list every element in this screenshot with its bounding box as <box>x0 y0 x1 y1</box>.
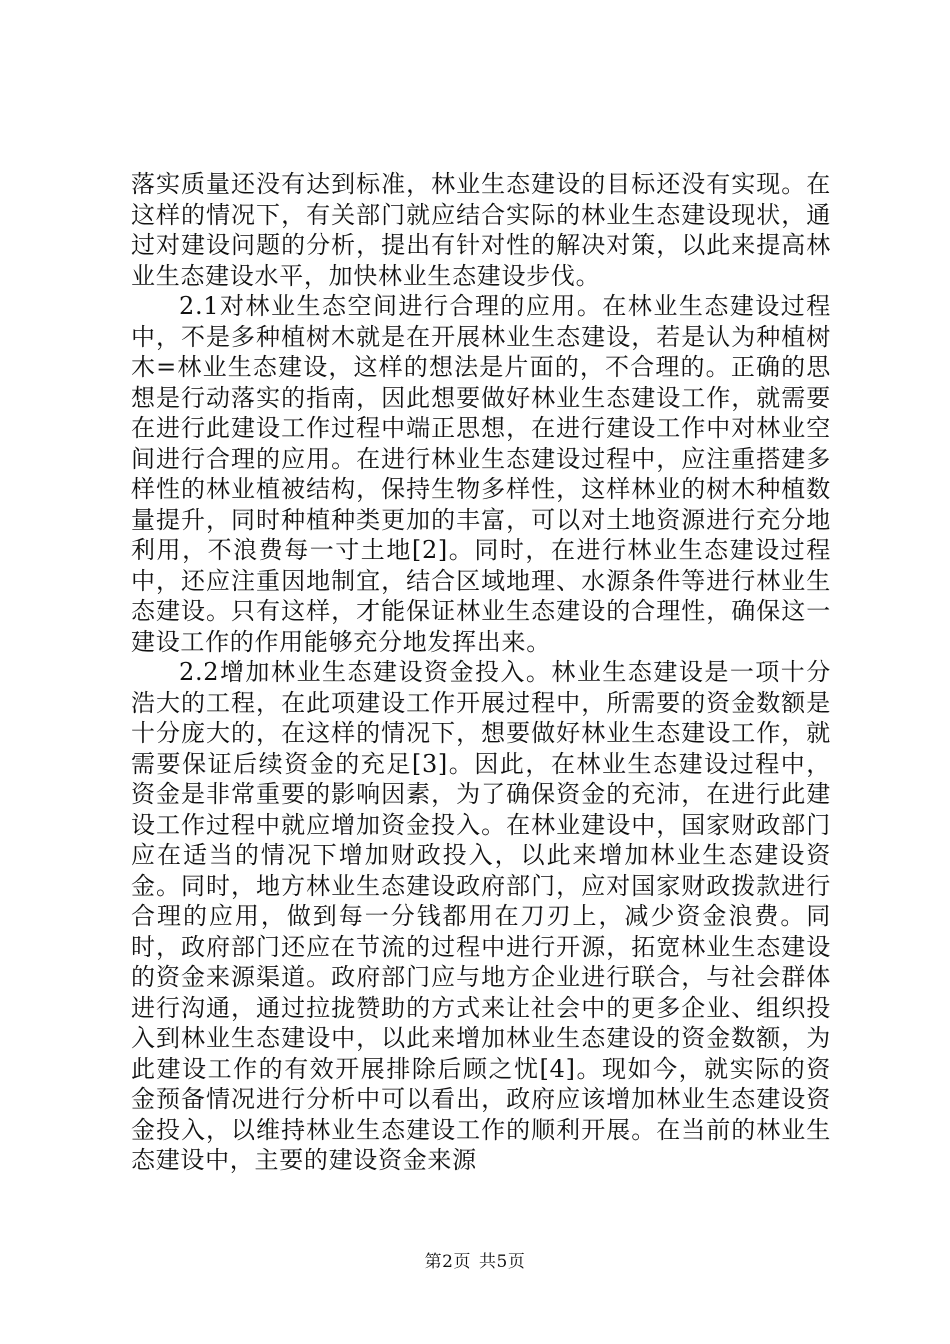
paragraph-continuation: 落实质量还没有达到标准，林业生态建设的目标还没有实现。在这样的情况下，有关部门就应结合实际的林业生态建设现状，通过对建设问题的分析，提出有针对性的解决对策，以此来提高林业生态建设水平，加快林业生态建设步伐。 <box>131 170 831 290</box>
paragraph-section-2-1: 2.1对林业生态空间进行合理的应用。在林业生态建设过程中，不是多种植树木就是在开展林业生态建设，若是认为种植树木=林业生态建设，这样的想法是片面的，不合理的。正确的思想是行动落实的指南，因此想要做好林业生态建设工作，就需要在进行此建设工作过程中端正思想，在进行建设工作中对林业空间进行合理的应用。在进行林业生态建设过程中，应注重搭建多样性的林业植被结构，保持生物多样性，这样林业的树木种植数量提升，同时种植种类更加的丰富，可以对土地资源进行充分地利用，不浪费每一寸土地[2]。同时，在进行林业生态建设过程中，还应注重因地制宜，结合区域地理、水源条件等进行林业生态建设。只有这样，才能保证林业生态建设的合理性，确保这一建设工作的作用能够充分地发挥出来。 <box>131 292 831 656</box>
page-footer <box>0 1247 950 1272</box>
paragraph-section-2-2: 2.2增加林业生态建设资金投入。林业生态建设是一项十分浩大的工程，在此项建设工作开展过程中，所需要的资金数额是十分庞大的，在这样的情况下，想要做好林业生态建设工作，就需要保证后续资金的充足[3]。因此，在林业生态建设过程中，资金是非常重要的影响因素，为了确保资金的充沛，在进行此建设工作过程中就应增加资金投入。在林业建设中，国家财政部门应在适当的情况下增加财政投入，以此来增加林业生态建设资金。同时，地方林业生态建设政府部门，应对国家财政拨款进行合理的应用，做到每一分钱都用在刀刃上，减少资金浪费。同时，政府部门还应在节流的过程中进行开源，拓宽林业生态建设的资金来源渠道。政府部门应与地方企业进行联合，与社会群体进行沟通，通过拉拢赞助的方式来让社会中的更多企业、组织投入到林业生态建设中，以此来增加林业生态建设的资金数额，为此建设工作的有效开展排除后顾之忧[4]。现如今，就实际的资金预备情况进行分析中可以看出，政府应该增加林业生态建设资金投入，以维持林业生态建设工作的顺利开展。在当前的林业生态建设中，主要的建设资金来源 <box>131 658 831 1174</box>
total-pages: 共5页 <box>479 1252 526 1272</box>
page-number: 第2页 <box>424 1252 471 1272</box>
document-body <box>131 169 831 1176</box>
